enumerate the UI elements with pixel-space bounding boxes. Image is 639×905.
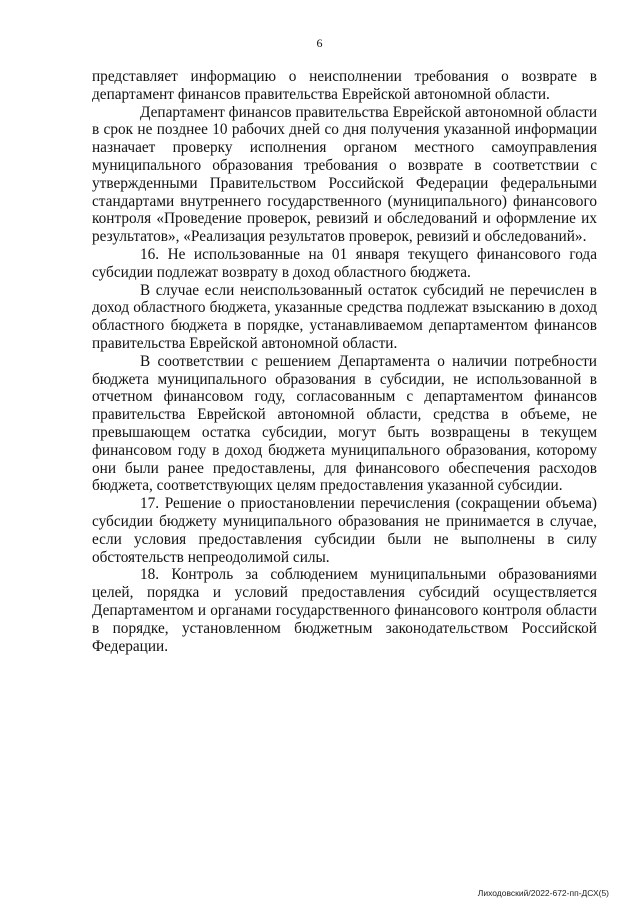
page-number: 6 bbox=[316, 36, 323, 50]
paragraph-continuation: представляет информацию о неисполнении требования о возврате в департамент финансов правительства Еврейской автономной области. bbox=[92, 68, 597, 103]
document-body bbox=[92, 68, 597, 655]
document-footer-id: Лиходовский/2022-672-пп-ДСХ(5) bbox=[477, 888, 609, 898]
paragraph-department-decision: В соответствии с решением Департамента о наличии потребности бюджета муниципального образования в субсидии, не использованной в отчетном финансовом году, согласованным с департаментом финансов правительства Еврейской автономной области, средства в объеме, не превышающем остатка субсидии, могут быть возвращены в текущем финансовом году в доход бюджета муниципального образования, которому они были ранее предоставлены, для финансового обеспечения расходов бюджета, соответствующих целям предоставления указанной субсидии. bbox=[92, 352, 597, 495]
paragraph-item-18: 18. Контроль за соблюдением муниципальными образованиями целей, порядка и условий предоставления субсидий осуществляется Департаментом и органами государственного финансового контроля области в порядке, установленном бюджетным законодательством Российской Федерации. bbox=[92, 566, 597, 655]
paragraph-unused-balance: В случае если неиспользованный остаток субсидий не перечислен в доход областного бюджета, указанные средства подлежат взысканию в доход областного бюджета в порядке, устанавливаемом департаментом финансов правительства Еврейской автономной области. bbox=[92, 281, 597, 352]
paragraph-item-17: 17. Решение о приостановлении перечисления (сокращении объема) субсидии бюджету муниципального образования не принимается в случае, если условия предоставления субсидии были не выполнены в силу обстоятельств непреодолимой силы. bbox=[92, 495, 597, 566]
paragraph-finance-department-check: Департамент финансов правительства Еврейской автономной области в срок не позднее 10 рабочих дней со дня получения указанной информации назначает проверку исполнения органом местного самоуправления муниципального образования требования о возврате в соответствии с утвержденными Правительством Российской Федерации федеральными стандартами внутреннего государственного (муниципального) финансового контроля «Проведение проверок, ревизий и обследований и оформление их результатов», «Реализация результатов проверок, ревизий и обследований». bbox=[92, 103, 597, 246]
paragraph-item-16: 16. Не использованные на 01 января текущего финансового года субсидии подлежат возврату в доход областного бюджета. bbox=[92, 245, 597, 281]
